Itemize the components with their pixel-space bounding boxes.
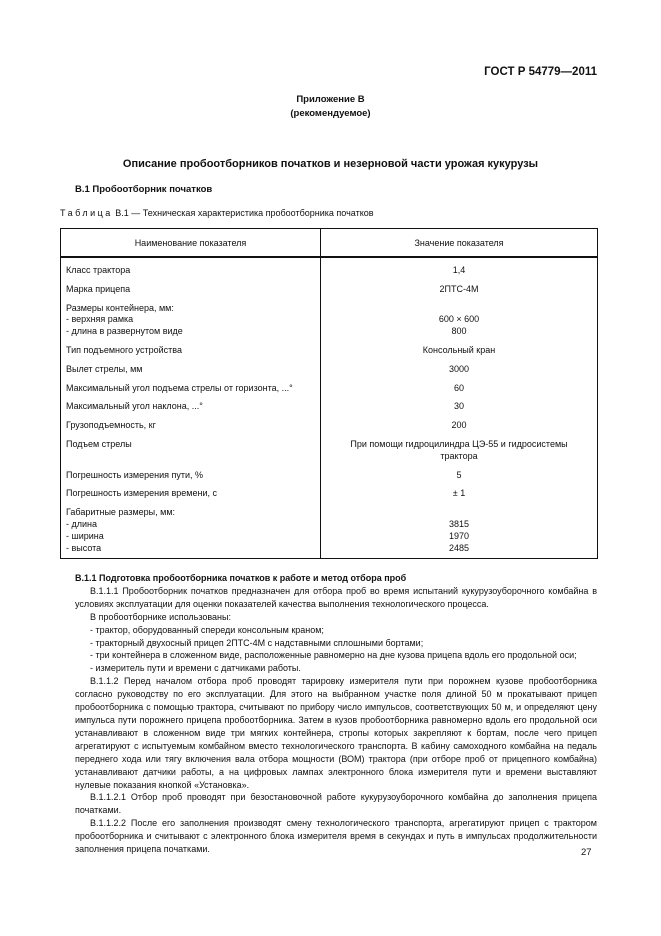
page-number: 27 [581,847,592,858]
cell-value: 2ПТС-4М [321,281,598,300]
paragraph: - трактор, оборудованный спереди консольным краном; [90,624,324,635]
paragraph: - три контейнера в сложенном виде, расположенные равномерно на дне кузова прицепа вдоль его продольной оси; [90,650,577,661]
cell-name: Марка прицепа [61,281,321,300]
cell-name: Максимальный угол подъема стрелы от горизонта, ...° [61,380,321,399]
cell-name: Погрешность измерения времени, с [61,485,321,504]
table-row [61,436,598,467]
table-row [61,467,598,486]
cell-name: Подъем стрелы [61,436,321,467]
table-row [61,300,598,342]
appendix-note: (рекомендуемое) [290,108,371,119]
cell-value: 3815 1970 2485 [321,504,598,559]
cell-name: Вылет стрелы, мм [61,361,321,380]
cell-name: Тип подъемного устройства [61,342,321,361]
table-row [61,504,598,559]
table-row [61,342,598,361]
cell-value: ± 1 [321,485,598,504]
section-heading: В.1 Пробоотборник початков [75,184,213,195]
subsection-heading: В.1.1 Подготовка пробоотборника початков к работе и метод отбора проб [75,573,407,583]
table-caption [60,208,374,218]
header-name: Наименование показателя [61,229,321,258]
cell-name: Размеры контейнера, мм: - верхняя рамка - длина в развернутом виде [61,300,321,342]
paragraph: В.1.1.2 Перед началом отбора проб проводят тарировку измерителя пути при порожнем кузове пробоотборника согласно руководству по его эксплуатации. Для этого на выбранном участке поля длиной 50 м прокатывают прицеп пробоотборника с помощью трактора, считывают по прибору число импульсов, соответствующих 50 м, и определяют цену импульса пути порожнего прицепа пробоотборника. Затем в кузов пробоотборника равномерно вдоль его продольной оси устанавливают в сложенном виде три мягких контейнера, стропы которых закрепляют к бортам, после чего прицеп агрегатируют с испытуемым комбайном вместо технологического транспорта. В кабину самоходного комбайна на педаль переднего хода или тягу включения вала отбора мощности (ВОМ) трактора (при отборе проб от прицепного комбайна) устанавливают датчики работы, а на цифровых лампах электронного блока измерителя пути и времени выставляют нулевые показания кнопкой «Установка». [75,676,597,790]
paragraph: В.1.1.1 Пробоотборник початков предназначен для отбора проб во время испытаний кукурузоуборочного комбайна в условиях эксплуатации для оценки показателей качества выполнения технологического процесса. [75,585,597,609]
table-row [61,257,598,281]
appendix-title: Приложение В [296,94,365,105]
cell-value: 60 [321,380,598,399]
cell-name: Габаритные размеры, мм: - длина - ширина - высота [61,504,321,559]
table-row [61,361,598,380]
standard-number: ГОСТ Р 54779—2011 [484,66,597,78]
cell-value: 1,4 [321,257,598,281]
cell-value: 5 [321,467,598,486]
caption-text: В.1 — Техническая характеристика пробоотборника початков [112,208,374,218]
cell-value: При помощи гидроцилиндра ЦЭ-55 и гидросистемы трактора [321,436,598,467]
page-title: Описание пробоотборников початков и незерновой части урожая кукурузы [122,158,539,170]
paragraph: В.1.1.2.1 Отбор проб проводят при безостановочной работе кукурузоуборочного комбайна до заполнения прицепа початками. [75,792,597,816]
cell-name: Погрешность измерения пути, % [61,467,321,486]
caption-prefix: Таблица [60,208,113,218]
paragraph: В.1.1.2.2 После его заполнения производят смену технологического транспорта, агрегатируют прицеп с трактором пробоотборника и считывают с электронного блока измерителя время в секундах и путь в импульсах продолжительности заполнения прицепа початками. [75,818,597,855]
table-row [61,398,598,417]
paragraph: - измеритель пути и времени с датчиками работы. [90,663,301,674]
table-row [61,417,598,436]
header-value: Значение показателя [321,229,598,258]
cell-name: Класс трактора [61,257,321,281]
cell-value: Консольный кран [321,342,598,361]
cell-value: 200 [321,417,598,436]
cell-value: 600 × 600 800 [321,300,598,342]
paragraph: - тракторный двухосный прицеп 2ПТС-4М с надставными сплошными бортами; [90,637,424,648]
paragraph: В пробоотборнике использованы: [90,611,231,622]
spec-table [60,228,598,559]
cell-value: 30 [321,398,598,417]
table-row [61,281,598,300]
body-text [75,572,597,856]
table-row [61,380,598,399]
cell-name: Грузоподъемность, кг [61,417,321,436]
table-row [61,485,598,504]
cell-value: 3000 [321,361,598,380]
cell-name: Максимальный угол наклона, ...° [61,398,321,417]
